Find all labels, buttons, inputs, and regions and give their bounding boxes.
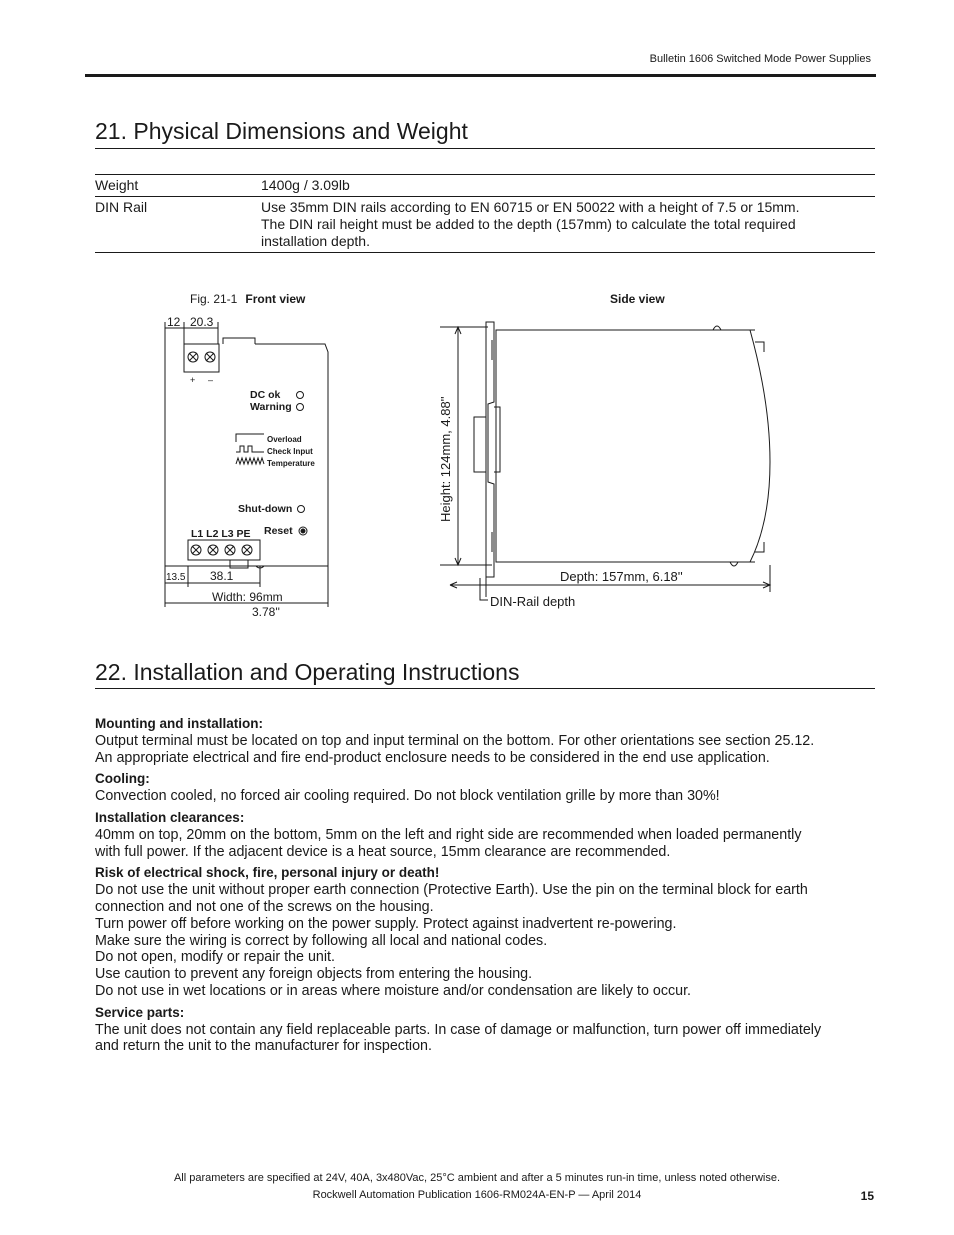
dc-ok-label: DC ok	[250, 389, 281, 401]
block-text-mounting	[95, 733, 855, 767]
text-line: Make sure the wiring is correct by following all local and national codes.	[95, 932, 548, 949]
text-line: An appropriate electrical and fire end-product enclosure needs to be considered in the end use application.	[95, 749, 770, 766]
temperature-label: Temperature	[267, 459, 315, 468]
depth-label: Depth: 157mm, 6.18''	[560, 569, 683, 584]
spec-value	[261, 175, 875, 197]
front-dim-38-1: 38.1	[210, 569, 234, 583]
block-title-mounting: Mounting and installation:	[95, 716, 263, 731]
width-mm-label: Width: 96mm	[212, 590, 283, 604]
text-line: Convection cooled, no forced air cooling required. Do not block ventilation grille by more than 30%!	[95, 788, 720, 805]
section-22-heading: 22. Installation and Operating Instructions	[95, 659, 520, 685]
header-rule	[85, 74, 876, 77]
front-dim-13-5: 13.5	[166, 572, 186, 583]
block-title-clearances: Installation clearances:	[95, 809, 245, 825]
text-line: Turn power off before working on the power supply. Protect against inadvertent re-powering.	[95, 915, 677, 932]
running-header: Bulletin 1606 Switched Mode Power Supplies	[649, 53, 871, 65]
minus-label: –	[208, 375, 214, 385]
front-dim-20-3: 20.3	[190, 315, 214, 329]
spec-table	[95, 174, 875, 253]
block-title-risk: Risk of electrical shock, fire, personal injury or death!	[95, 865, 440, 881]
din-depth-label: DIN-Rail depth	[490, 594, 576, 609]
block-text-cooling	[95, 788, 855, 805]
spec-row-din-rail	[95, 197, 875, 253]
height-label: Height: 124mm, 4.88''	[438, 396, 453, 522]
text-line: The unit does not contain any field replaceable parts. In case of damage or malfunction, turn power off immediately	[95, 1021, 822, 1038]
text-line: connection and not one of the screws on the housing.	[95, 898, 434, 915]
instructions-body	[95, 716, 855, 1060]
block-text-clearances	[95, 827, 855, 861]
text-line: Use caution to prevent any foreign objects from entering the housing.	[95, 966, 533, 983]
spec-label: DIN Rail	[95, 199, 148, 215]
text-line: Output terminal must be located on top and input terminal on the bottom. For other orientations see section 25.12.	[95, 732, 815, 749]
figure-caption	[190, 292, 305, 306]
shutdown-label: Shut-down	[238, 503, 293, 515]
front-dim-12: 12	[167, 315, 181, 329]
footer-publication: Rockwell Automation Publication 1606-RM024A-EN-P — April 2014	[312, 1189, 642, 1201]
spec-value-line: 1400g / 3.09lb	[261, 177, 350, 193]
plus-label: +	[190, 375, 196, 385]
block-title-service: Service parts:	[95, 1004, 185, 1020]
front-view-title: Front view	[245, 292, 306, 306]
figure-number: Fig. 21-1	[190, 292, 238, 306]
text-line: with full power. If the adjacent device is a heat source, 15mm clearance are recommended.	[95, 843, 671, 860]
block-text-service	[95, 1022, 855, 1056]
spec-row-weight	[95, 175, 875, 197]
width-in-label: 3.78''	[252, 605, 280, 619]
side-view-drawing	[430, 312, 790, 612]
text-line: 40mm on top, 20mm on the bottom, 5mm on the left and right side are recommended when loaded permanently	[95, 826, 802, 843]
side-view-title: Side view	[610, 292, 665, 306]
footer-note: All parameters are specified at 24V, 40A, 3x480Vac, 25°C ambient and after a 5 minutes run-in time, unless noted otherwise.	[173, 1172, 781, 1184]
warning-label: Warning	[250, 401, 292, 413]
section-21-heading: 21. Physical Dimensions and Weight	[95, 118, 468, 144]
section-21-rule	[95, 148, 875, 149]
reset-label: Reset	[264, 525, 293, 537]
spec-value	[261, 197, 875, 253]
block-title-cooling: Cooling:	[95, 771, 150, 787]
front-view-drawing	[160, 312, 340, 622]
overload-label: Overload	[267, 435, 302, 444]
check-input-label: Check Input	[267, 447, 313, 456]
spec-value-line: The DIN rail height must be added to the depth (157mm) to calculate the total required	[261, 216, 796, 232]
page-number: 15	[860, 1189, 874, 1203]
block-text-risk	[95, 882, 855, 1000]
text-line: Do not open, modify or repair the unit.	[95, 949, 336, 966]
text-line: Do not use in wet locations or in areas where moisture and/or condensation are likely to occur.	[95, 982, 692, 999]
text-line: and return the unit to the manufacturer for inspection.	[95, 1038, 432, 1055]
spec-label: Weight	[95, 177, 139, 193]
spec-value-line: Use 35mm DIN rails according to EN 60715 or EN 50022 with a height of 7.5 or 15mm.	[261, 199, 800, 215]
text-line: Do not use the unit without proper earth connection (Protective Earth). Use the pin on the terminal block for earth	[95, 882, 808, 899]
spec-value-line: installation depth.	[261, 233, 370, 249]
terminal-labels: L1 L2 L3 PE	[191, 528, 251, 540]
section-22-rule	[95, 688, 875, 689]
